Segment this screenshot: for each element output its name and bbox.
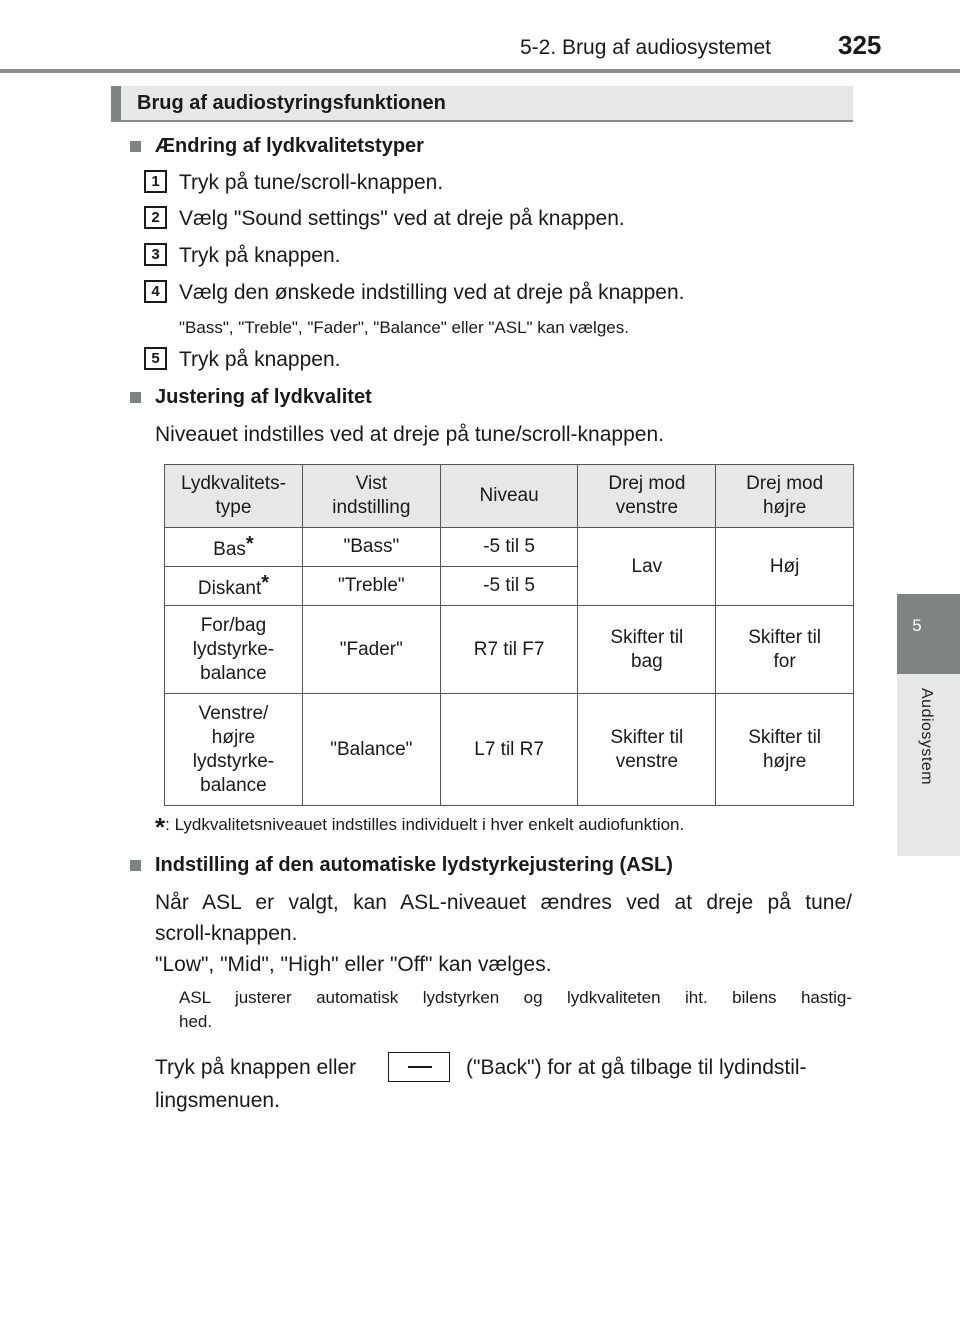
chapter-label: Audiosystem xyxy=(918,688,935,786)
body-text: Tryk på knappen eller xyxy=(155,1056,357,1079)
step-number-box: 2 xyxy=(144,206,167,229)
footnote-text: : Lydkvalitetsniveauet indstilles individuelt i hver enkelt audiofunktion. xyxy=(165,815,685,834)
chapter-number: 5 xyxy=(912,616,922,635)
table-cell: "Balance" xyxy=(302,694,440,806)
footnote-marker: * xyxy=(245,533,254,555)
step-text: Tryk på knappen. xyxy=(179,244,341,267)
body-text: Niveauet indstilles ved at dreje på tune/scroll-knappen. xyxy=(155,423,664,446)
back-dash-icon xyxy=(408,1066,432,1068)
step-text: Vælg den ønskede indstilling ved at dreje på knappen. xyxy=(179,281,685,304)
table-cell: L7 til R7 xyxy=(440,694,578,806)
table-header-cell: Vist indstilling xyxy=(302,465,440,528)
table-cell: Venstre/ højre lydstyrke- balance xyxy=(165,694,303,806)
table-cell: "Treble" xyxy=(302,567,440,606)
heading-adjust-sound: Justering af lydkvalitet xyxy=(155,386,372,408)
small-note: ASL justerer automatisk lydstyrken og lydkvaliteten iht. bilens hastig- xyxy=(179,988,852,1007)
table-header-cell: Niveau xyxy=(440,465,578,528)
footnote-marker: * xyxy=(155,812,166,842)
section-title-bar xyxy=(111,86,853,122)
section-title: Brug af audiostyringsfunktionen xyxy=(137,92,446,114)
body-text: scroll-knappen. xyxy=(155,922,298,945)
step-number-box: 3 xyxy=(144,243,167,266)
step-text: Vælg "Sound settings" ved at dreje på knappen. xyxy=(179,207,625,230)
table-cell: "Fader" xyxy=(302,606,440,694)
table-footnote xyxy=(155,812,684,843)
heading-bullet xyxy=(130,860,141,871)
body-text: lingsmenuen. xyxy=(155,1089,280,1112)
table-cell: Skifter til for xyxy=(716,606,854,694)
footnote-marker: * xyxy=(261,572,270,594)
table-cell: For/bag lydstyrke- balance xyxy=(165,606,303,694)
step-text: Tryk på knappen. xyxy=(179,348,341,371)
table-cell: -5 til 5 xyxy=(440,567,578,606)
back-button[interactable] xyxy=(388,1052,450,1082)
table-row xyxy=(165,694,854,806)
body-text: Når ASL er valgt, kan ASL-niveauet ændres ved at dreje på tune/ xyxy=(155,891,852,914)
heading-asl: Indstilling af den automatiske lydstyrkejustering (ASL) xyxy=(155,854,673,876)
table-cell: Skifter til højre xyxy=(716,694,854,806)
table-cell: "Bass" xyxy=(302,528,440,567)
step-note: "Bass", "Treble", "Fader", "Balance" eller "ASL" kan vælges. xyxy=(179,318,629,337)
table-cell-merged: Lav xyxy=(578,528,716,606)
table-cell-merged: Høj xyxy=(716,528,854,606)
sound-settings-table xyxy=(164,464,854,806)
body-text: ("Back") for at gå tilbage til lydindstil- xyxy=(466,1056,807,1079)
table-cell: Diskant* xyxy=(165,567,303,606)
table-header-cell: Drej mod højre xyxy=(716,465,854,528)
step-text: Tryk på tune/scroll-knappen. xyxy=(179,171,444,194)
step-number-box: 1 xyxy=(144,170,167,193)
table-row xyxy=(165,528,854,567)
heading-bullet xyxy=(130,392,141,403)
heading-change-sound-type: Ændring af lydkvalitetstyper xyxy=(155,135,424,157)
heading-bullet xyxy=(130,141,141,152)
table-cell: Skifter til bag xyxy=(578,606,716,694)
table-header-cell: Drej mod venstre xyxy=(578,465,716,528)
table-header-cell: Lydkvalitets- type xyxy=(165,465,303,528)
body-text: "Low", "Mid", "High" eller "Off" kan vælges. xyxy=(155,953,552,976)
table-cell: -5 til 5 xyxy=(440,528,578,567)
small-note: hed. xyxy=(179,1012,213,1031)
step-number-box: 4 xyxy=(144,280,167,303)
page-number: 325 xyxy=(838,30,882,60)
step-number-box: 5 xyxy=(144,347,167,370)
table-cell: Bas* xyxy=(165,528,303,567)
table-header-row xyxy=(165,465,854,528)
table-row xyxy=(165,606,854,694)
header-section-title: 5-2. Brug af audiosystemet xyxy=(520,36,771,59)
table-cell: Skifter til venstre xyxy=(578,694,716,806)
table-cell: R7 til F7 xyxy=(440,606,578,694)
header-divider xyxy=(0,69,960,73)
